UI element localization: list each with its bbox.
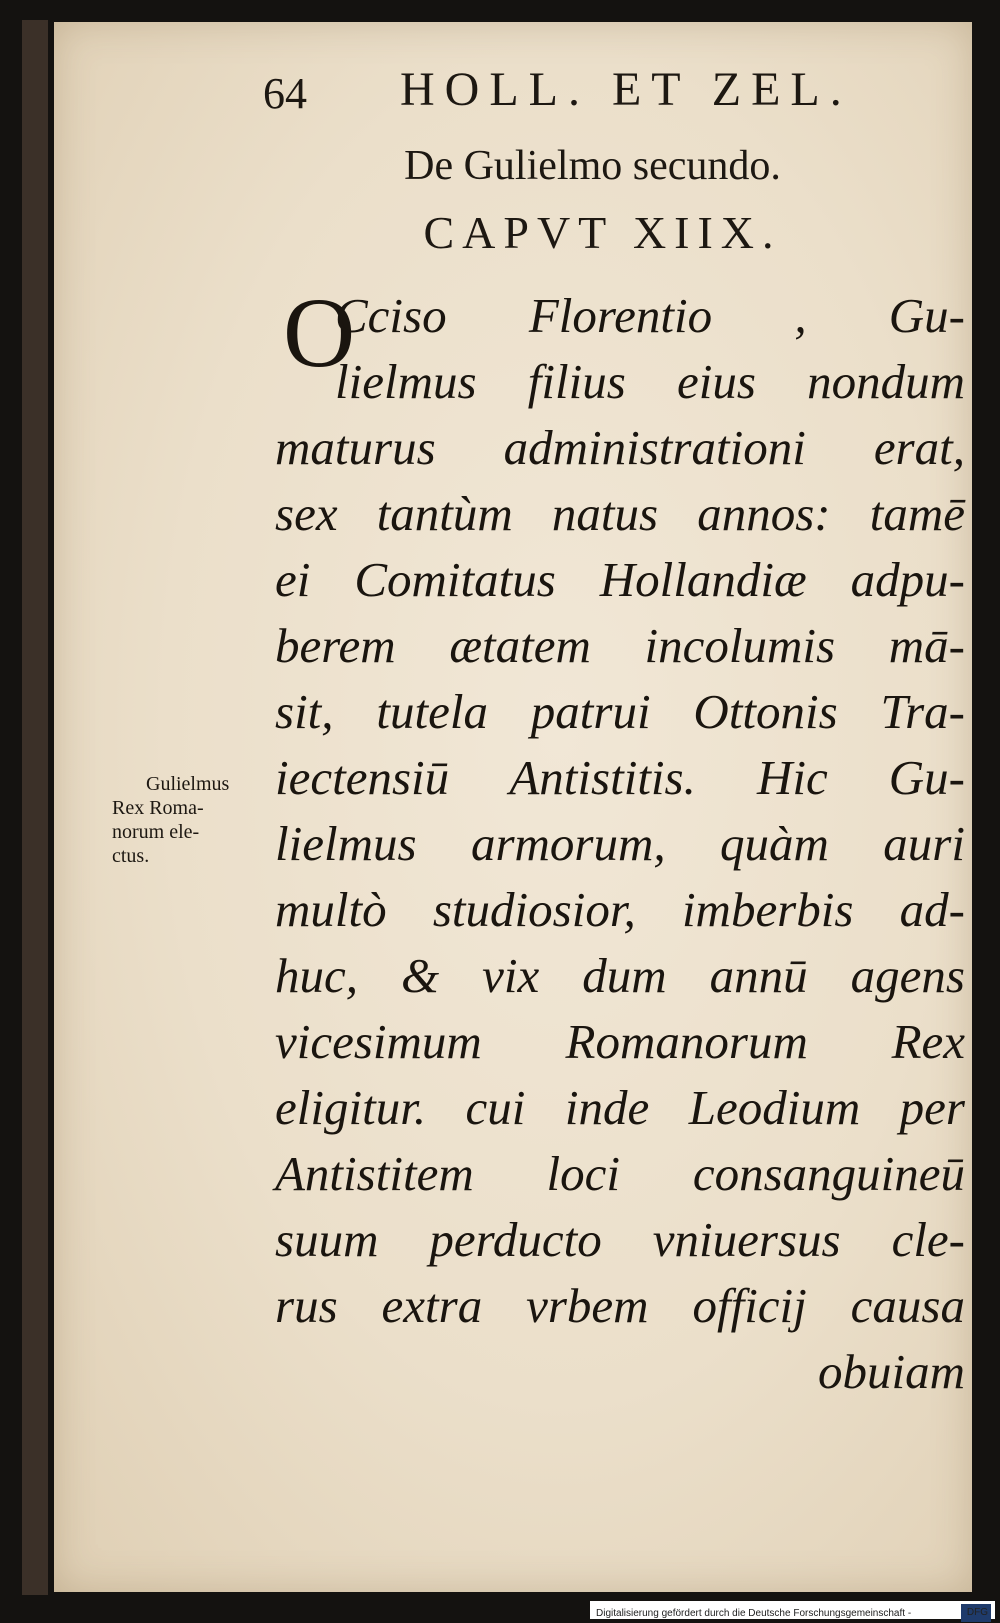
text-line: lielmus filius eius nondum (335, 354, 965, 409)
text-line: Antistitem loci consanguineū (275, 1146, 965, 1201)
margin-note-line: ctus. (112, 845, 150, 867)
text-line: lielmus armorum, quàm auri (275, 816, 965, 871)
text-line: iectensiū Antistitis. Hic Gu- (275, 750, 965, 805)
drop-initial: O (283, 277, 356, 388)
text-line: huc, & vix dum annū agens (275, 948, 965, 1003)
body-text (275, 277, 965, 1405)
text-line: eligitur. cui inde Leodium per (275, 1080, 965, 1135)
text-line: sex tantùm natus annos: tamē (275, 486, 965, 541)
running-title: HOLL. ET ZEL. (400, 63, 852, 116)
chapter-title: De Gulielmo secundo. (404, 143, 781, 189)
page-header (255, 62, 955, 122)
chapter-number: CAPVT XIIX. (423, 207, 782, 258)
margin-note-line: Gulielmus (146, 773, 230, 795)
catchword: obuiam (818, 1344, 965, 1399)
digitization-credit-bar (590, 1601, 995, 1619)
text-line: Ccisо Florentio , Gu- (335, 288, 965, 343)
text-line: multò studiosior, imberbis ad- (275, 882, 965, 937)
text-line: suum perducto vniuersus cle- (275, 1212, 965, 1267)
margin-note (112, 772, 272, 868)
dfg-logo: DFG (961, 1604, 991, 1622)
text-line: maturus administrationi erat, (275, 420, 965, 475)
text-line: berem ætatem incolumis mā- (275, 618, 965, 673)
margin-note-line: Rex Roma- (112, 797, 204, 819)
text-line: rus extra vrbem officij causa (275, 1278, 965, 1333)
text-line: vicesimum Romanorum Rex (275, 1014, 965, 1069)
text-line: ei Comitatus Hollandiæ adpu- (275, 552, 965, 607)
digitization-credit: Digitalisierung gefördert durch die Deutsche Forschungsgemeinschaft - (596, 1608, 912, 1619)
margin-note-line: norum ele- (112, 821, 200, 843)
text-line: sit, tutela patrui Ottonis Tra- (275, 684, 965, 739)
page-number: 64 (263, 69, 307, 118)
